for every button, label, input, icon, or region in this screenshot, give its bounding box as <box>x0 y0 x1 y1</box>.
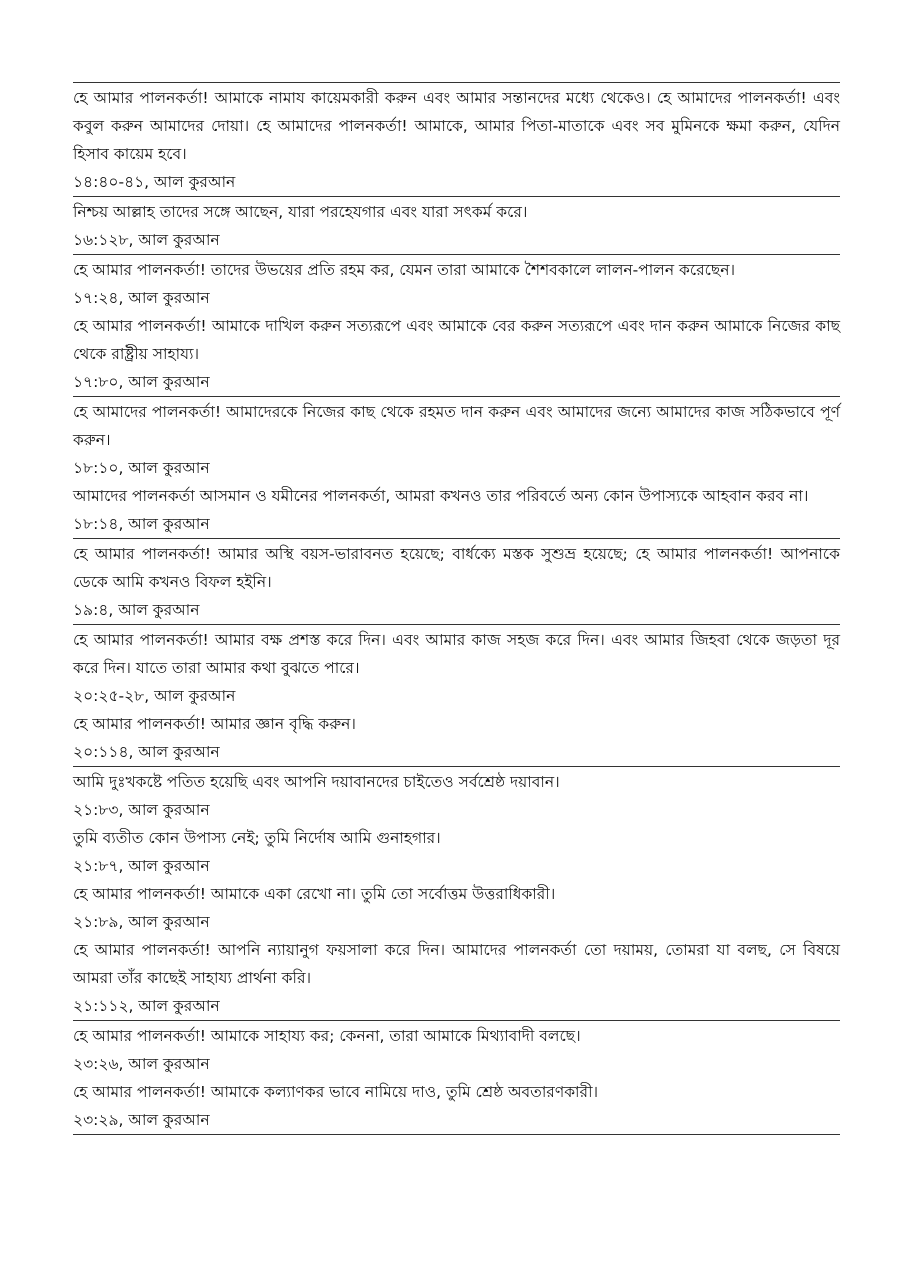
verse-reference: ২১:৮৩, আল কুরআন <box>73 801 210 819</box>
verse-reference: ২০:২৫-২৮, আল কুরআন <box>73 687 236 705</box>
verse-reference: ১৮:১৪, আল কুরআন <box>73 515 210 533</box>
verse-group <box>73 538 840 624</box>
verse-text: হে আমাদের পালনকর্তা! আমাদেরকে নিজের কাছ থেকে রহমত দান করুন এবং আমাদের জন্যে আমাদের কাজ সঠিকভাবে পূর্ণ করুন। <box>73 403 840 449</box>
verse-text: হে আমার পালনকর্তা! আমাকে দাখিল করুন সত্যরূপে এবং আমাকে বের করুন সত্যরূপে এবং দান করুন আমাকে নিজের কাছ থেকে রাষ্ট্রীয় সাহায্য। <box>73 317 840 363</box>
verse-group <box>73 254 840 396</box>
verse-entry <box>73 626 840 710</box>
verse-entry <box>73 880 840 936</box>
verse-entry <box>73 936 840 1020</box>
verse-entry <box>73 482 840 538</box>
verse-group <box>73 624 840 766</box>
verse-entry <box>73 1022 840 1078</box>
verse-reference: ২০:১১৪, আল কুরআন <box>73 743 220 761</box>
verse-group <box>73 82 840 196</box>
verse-text: হে আমার পালনকর্তা! তাদের উভয়ের প্রতি রহম কর, যেমন তারা আমাকে শৈশবকালে লালন-পালন করেছেন। <box>73 261 736 279</box>
verse-entry <box>73 768 840 824</box>
verse-reference: ১৪:৪০-৪১, আল কুরআন <box>73 173 236 191</box>
verse-reference: ১৭:৮০, আল কুরআন <box>73 373 210 391</box>
verse-text: হে আমার পালনকর্তা! আমাকে সাহায্য কর; কেননা, তারা আমাকে মিথ্যাবাদী বলছে। <box>73 1027 581 1045</box>
verse-reference: ২১:৮৭, আল কুরআন <box>73 857 210 875</box>
verse-entry <box>73 540 840 624</box>
verse-text: তুমি ব্যতীত কোন উপাস্য নেই; তুমি নির্দোষ আমি গুনাহগার। <box>73 829 441 847</box>
verse-entry <box>73 824 840 880</box>
verse-text: হে আমার পালনকর্তা! আমাকে কল্যাণকর ভাবে নামিয়ে দাও, তুমি শ্রেষ্ঠ অবতারণকারী। <box>73 1083 599 1101</box>
verse-entry <box>73 256 840 312</box>
verse-reference: ২১:৮৯, আল কুরআন <box>73 913 210 931</box>
verse-entry <box>73 84 840 196</box>
verse-text: আমি দুঃখকষ্টে পতিত হয়েছি এবং আপনি দয়াবানদের চাইতেও সর্বশ্রেষ্ঠ দয়াবান। <box>73 773 560 791</box>
verse-text: আমাদের পালনকর্তা আসমান ও যমীনের পালনকর্তা, আমরা কখনও তার পরিবর্তে অন্য কোন উপাস্যকে আহবান করব না। <box>73 487 809 505</box>
verse-reference: ২৩:২৬, আল কুরআন <box>73 1055 210 1073</box>
document-page <box>73 82 840 1135</box>
verse-reference: ১৮:১০, আল কুরআন <box>73 459 210 477</box>
verse-group <box>73 1020 840 1135</box>
verse-reference: ২৩:২৯, আল কুরআন <box>73 1111 210 1129</box>
verse-entry <box>73 1078 840 1134</box>
verse-text: হে আমার পালনকর্তা! আপনি ন্যায়ানুগ ফয়সালা করে দিন। আমাদের পালনকর্তা তো দয়াময়, তোমরা যা বলছ, সে বিষয়ে আমরা তাঁর কাছেই সাহায্য প্রার্থনা করি। <box>73 941 840 987</box>
verse-entry <box>73 398 840 482</box>
verse-entry <box>73 312 840 396</box>
verse-text: নিশ্চয় আল্লাহ তাদের সঙ্গে আছেন, যারা পরহেযগার এবং যারা সৎকর্ম করে। <box>73 203 528 221</box>
verse-entry <box>73 198 840 254</box>
verse-reference: ১৬:১২৮, আল কুরআন <box>73 231 220 249</box>
verse-text: হে আমার পালনকর্তা! আমাকে নামায কায়েমকারী করুন এবং আমার সন্তানদের মধ্যে থেকেও। হে আমাদের পালনকর্তা! এবং কবুল করুন আমাদের দোয়া। হে আমাদের পালনকর্তা! আমাকে, আমার পিতা-মাতাকে এবং সব মুমিনকে ক্ষমা করুন, যেদিন হিসাব কায়েম হবে। <box>73 89 840 163</box>
verse-text: হে আমার পালনকর্তা! আমার বক্ষ প্রশস্ত করে দিন। এবং আমার কাজ সহজ করে দিন। এবং আমার জিহবা থেকে জড়তা দূর করে দিন। যাতে তারা আমার কথা বুঝতে পারে। <box>73 631 840 677</box>
verse-text: হে আমার পালনকর্তা! আমাকে একা রেখো না। তুমি তো সর্বোত্তম উত্তরাধিকারী। <box>73 885 556 903</box>
verse-reference: ২১:১১২, আল কুরআন <box>73 997 220 1015</box>
verse-text: হে আমার পালনকর্তা! আমার জ্ঞান বৃদ্ধি করুন। <box>73 715 356 733</box>
verse-entry <box>73 710 840 766</box>
verse-group <box>73 766 840 1020</box>
verse-reference: ১৭:২৪, আল কুরআন <box>73 289 210 307</box>
verse-group <box>73 396 840 538</box>
verse-text: হে আমার পালনকর্তা! আমার অস্থি বয়স-ভারাবনত হয়েছে; বার্ধক্যে মস্তক সুশুভ্র হয়েছে; হে আমার পালনকর্তা! আপনাকে ডেকে আমি কখনও বিফল হইনি। <box>73 545 840 591</box>
verse-group <box>73 196 840 254</box>
verse-reference: ১৯:৪, আল কুরআন <box>73 601 200 619</box>
